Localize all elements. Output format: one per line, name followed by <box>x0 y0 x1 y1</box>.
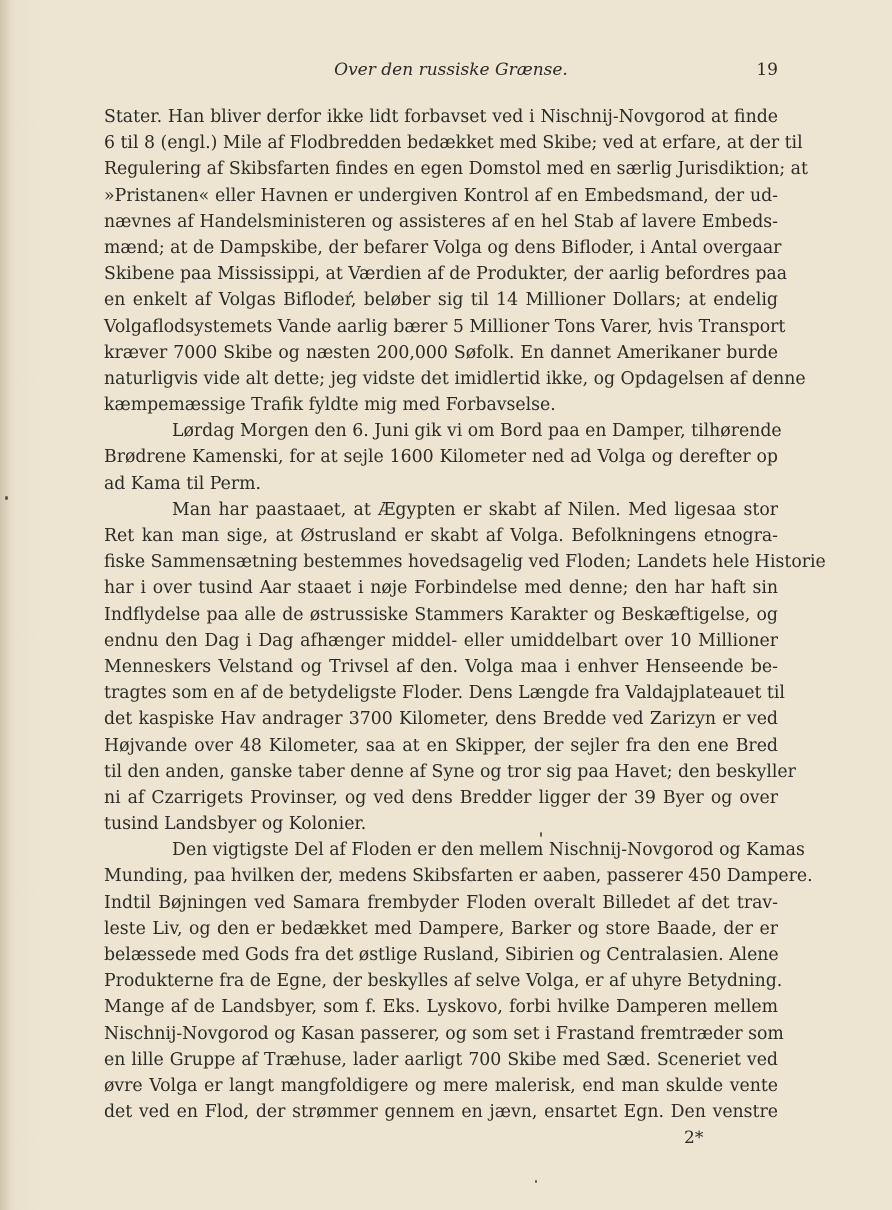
text-line: det ved en Flod, der strømmer gennem en jævn, ensartet Egn. Den venstre <box>104 1102 778 1123</box>
text-line: Regulering af Skibsfarten findes en egen Domstol med en særlig Jurisdiktion; at <box>104 159 808 180</box>
body-text <box>104 104 826 1125</box>
paragraph <box>104 104 808 418</box>
text-line: nævnes af Handelsministeren og assisteres af en hel Stab af lavere Embeds- <box>104 211 778 232</box>
text-line: en enkelt af Volgas Biflodeŕ, beløber sig til 14 Millioner Dollars; at endelig <box>104 290 778 311</box>
signature-mark: 2* <box>684 1128 704 1148</box>
text-line: Indtil Bøjningen ved Samara frembyder Floden overalt Billedet af det trav- <box>104 892 778 913</box>
text-line: endnu den Dag i Dag afhænger middel- eller umiddelbart over 10 Millioner <box>104 630 778 651</box>
text-line: mænd; at de Dampskibe, der befarer Volga og dens Bifloder, i Antal overgaar <box>104 237 782 258</box>
text-line: Skibene paa Mississippi, at Værdien af de Produkter, der aarlig befordres paa <box>104 264 788 285</box>
paper-speck <box>535 1180 537 1183</box>
text-line: tragtes som en af de betydeligste Floder. Dens Længde fra Valdajplateauet til <box>104 683 785 704</box>
text-line: til den anden, ganske taber denne af Syne og tror sig paa Havet; den beskyller <box>104 761 796 782</box>
text-line: ni af Czarrigets Provinser, og ved dens Bredder ligger der 39 Byer og over <box>104 787 778 808</box>
text-line: det kaspiske Hav andrager 3700 Kilometer, dens Bredde ved Zarizyn er ved <box>104 709 778 730</box>
text-line: Nischnij-Novgorod og Kasan passerer, og som set i Frastand fremtræder som <box>104 1023 784 1044</box>
text-line: har i over tusind Aar staaet i nøje Forbindelse med denne; den har haft sin <box>104 578 778 599</box>
text-line: Mange af de Landsbyer, som f. Eks. Lyskovo, forbi hvilke Damperen mellem <box>104 997 778 1018</box>
paragraph <box>104 837 813 1125</box>
text-line: ad Kama til Perm. <box>104 473 261 494</box>
text-line: Den vigtigste Del af Floden er den mellem Nischnij-Novgorod og Kamas <box>172 840 805 861</box>
text-line: Produkterne fra de Egne, der beskylles af selve Volga, er af uhyre Betydning. <box>104 971 783 992</box>
paragraph <box>104 497 826 837</box>
text-line: Indflydelse paa alle de østrussiske Stammers Karakter og Beskæftigelse, og <box>104 604 778 625</box>
text-line: leste Liv, og den er bedækket med Dampere, Barker og store Baade, der er <box>104 918 778 939</box>
text-line: Volgaflodsystemets Vande aarlig bærer 5 Millioner Tons Varer, hvis Transport <box>104 316 786 337</box>
page-number: 19 <box>756 60 778 80</box>
paper-speck <box>540 832 542 837</box>
text-line: naturligvis vide alt dette; jeg vidste det imidlertid ikke, og Opdagelsen af denne <box>104 368 806 389</box>
text-line: Munding, paa hvilken der, medens Skibsfarten er aaben, passerer 450 Dampere. <box>104 866 813 887</box>
text-line: Stater. Han bliver derfor ikke lidt forbavset ved i Nischnij-Novgorod at finde <box>104 107 778 127</box>
text-line: 6 til 8 (engl.) Mile af Flodbredden bedækket med Skibe; ved at erfare, at der til <box>104 133 803 154</box>
text-line: Man har paastaaet, at Ægypten er skabt af Nilen. Med ligesaa stor <box>172 499 778 520</box>
running-title: Over den russiske Grænse. <box>334 60 568 80</box>
text-line: Brødrene Kamenski, for at sejle 1600 Kilometer ned ad Volga og derefter op <box>104 447 778 468</box>
text-line: øvre Volga er langt mangfoldigere og mere malerisk, end man skulde vente <box>104 1075 778 1096</box>
text-line: kæmpemæssige Trafik fyldte mig med Forbavselse. <box>104 395 556 416</box>
text-line: fiske Sammensætning bestemmes hovedsagelig ved Floden; Landets hele Historie <box>104 552 826 573</box>
text-line: »Pristanen« eller Havnen er undergiven Kontrol af en Embedsmand, der ud- <box>104 185 778 206</box>
text-line: Menneskers Velstand og Trivsel af den. Volga maa i enhver Henseende be- <box>104 656 778 677</box>
page-spine-shadow <box>0 0 10 1210</box>
text-line: en lille Gruppe af Træhuse, lader aarligt 700 Skibe med Sæd. Sceneriet ved <box>104 1049 778 1070</box>
paper-speck <box>5 496 8 500</box>
text-line: belæssede med Gods fra det østlige Rusland, Sibirien og Centralasien. Alene <box>104 945 779 965</box>
text-line: Højvande over 48 Kilometer, saa at en Skipper, der sejler fra den ene Bred <box>104 735 778 756</box>
text-line: tusind Landsbyer og Kolonier. <box>104 814 367 835</box>
paragraph <box>104 418 782 497</box>
text-line: kræver 7000 Skibe og næsten 200,000 Søfolk. En dannet Amerikaner burde <box>104 342 778 363</box>
text-line: Ret kan man sige, at Østrusland er skabt af Volga. Befolkningens etnogra- <box>104 526 778 546</box>
text-line: Lørdag Morgen den 6. Juni gik vi om Bord paa en Damper, tilhørende <box>172 421 782 442</box>
running-head <box>104 58 778 82</box>
